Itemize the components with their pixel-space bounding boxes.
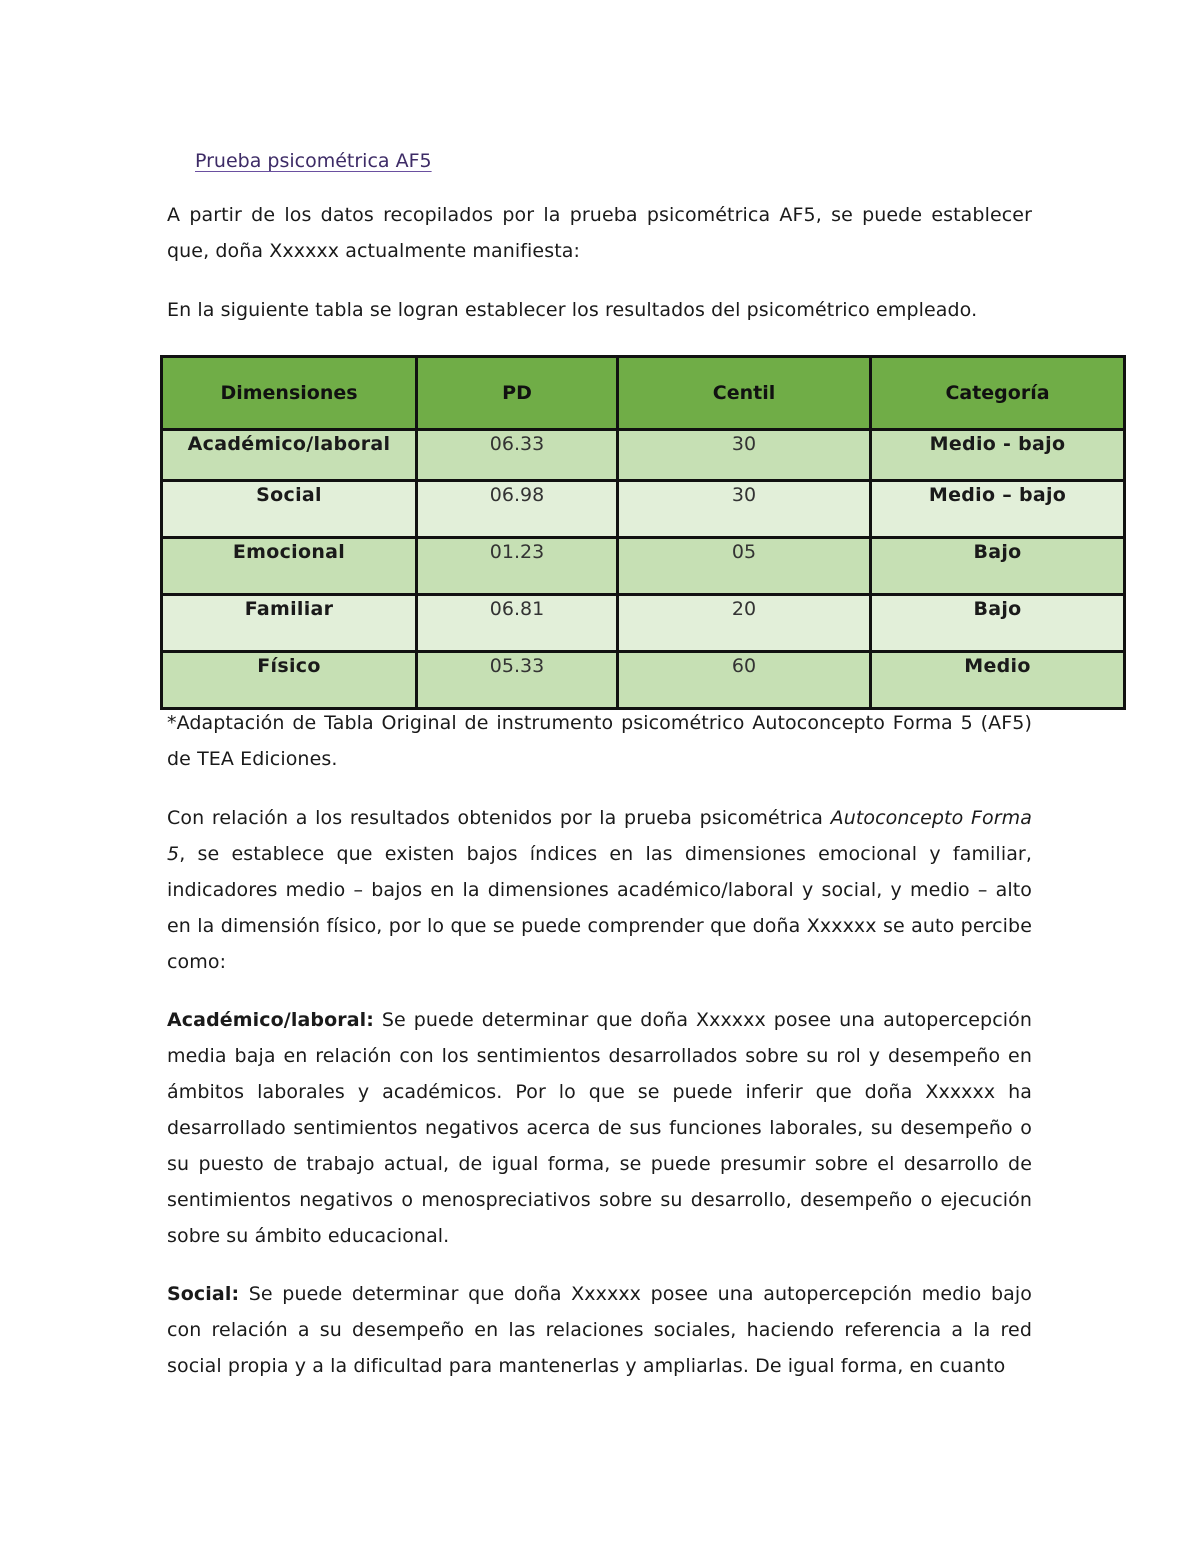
table-row xyxy=(162,594,1125,651)
cell-pd: 06.98 xyxy=(417,480,618,537)
table-intro-paragraph: En la siguiente tabla se logran establecer los resultados del psicométrico empleado. xyxy=(167,299,978,321)
cell-centil: 30 xyxy=(618,430,871,481)
table-row xyxy=(162,430,1125,481)
social-text: Se puede determinar que doña Xxxxxx posee una autopercepción medio bajo con relación a su desempeño en las relaciones sociales, haciendo referencia a la red social propia y a la dificultad para mantenerlas y ampliarlas. De igual forma, en cuanto xyxy=(167,1283,1032,1377)
results-text-before: Con relación a los resultados obtenidos por la prueba psicométrica xyxy=(167,807,831,829)
cell-categoria: Bajo xyxy=(871,594,1125,651)
academic-paragraph xyxy=(167,1002,1032,1254)
results-paragraph xyxy=(167,800,1032,980)
cell-categoria: Medio - bajo xyxy=(871,430,1125,481)
academic-label: Académico/laboral: xyxy=(167,1009,374,1031)
cell-centil: 05 xyxy=(618,537,871,594)
table-header-row xyxy=(162,357,1125,430)
cell-dimension: Social xyxy=(162,480,417,537)
cell-centil: 20 xyxy=(618,594,871,651)
cell-dimension: Académico/laboral xyxy=(162,430,417,481)
cell-dimension: Físico xyxy=(162,651,417,708)
cell-dimension: Familiar xyxy=(162,594,417,651)
results-text-after: , se establece que existen bajos índices en las dimensiones emocional y familiar, indicadores medio – bajos en la dimensiones académico/laboral y social, y medio – alto en la dimensión físico, por lo que se puede comprender que doña Xxxxxx se auto percibe como: xyxy=(167,843,1032,973)
cell-pd: 06.33 xyxy=(417,430,618,481)
cell-categoria: Bajo xyxy=(871,537,1125,594)
social-paragraph xyxy=(167,1276,1032,1384)
cell-categoria: Medio – bajo xyxy=(871,480,1125,537)
intro-paragraph: A partir de los datos recopilados por la prueba psicométrica AF5, se puede establecer que, doña Xxxxxx actualmente manifiesta: xyxy=(167,204,1032,262)
table-row xyxy=(162,537,1125,594)
cell-pd: 05.33 xyxy=(417,651,618,708)
academic-text: Se puede determinar que doña Xxxxxx posee una autopercepción media baja en relación con los sentimientos desarrollados sobre su rol y desempeño en ámbitos laborales y académicos. Por lo que se puede inferir que doña Xxxxxx ha desarrollado sentimientos negativos acerca de sus funciones laborales, su desempeño o su puesto de trabajo actual, de igual forma, se puede presumir sobre el desarrollo de sentimientos negativos o menospreciativos sobre su desarrollo, desempeño o ejecución sobre su ámbito educacional. xyxy=(167,1009,1032,1247)
social-label: Social: xyxy=(167,1283,240,1305)
header-centil: Centil xyxy=(618,357,871,430)
header-dimensiones: Dimensiones xyxy=(162,357,417,430)
header-pd: PD xyxy=(417,357,618,430)
cell-dimension: Emocional xyxy=(162,537,417,594)
table-note: *Adaptación de Tabla Original de instrumento psicométrico Autoconcepto Forma 5 (AF5) de TEA Ediciones. xyxy=(167,712,1032,770)
cell-centil: 30 xyxy=(618,480,871,537)
table-row xyxy=(162,651,1125,708)
section-heading: Prueba psicométrica AF5 xyxy=(195,150,432,172)
cell-categoria: Medio xyxy=(871,651,1125,708)
cell-pd: 01.23 xyxy=(417,537,618,594)
instrument-name: Autoconcepto Forma 5 xyxy=(167,807,1032,865)
cell-centil: 60 xyxy=(618,651,871,708)
cell-pd: 06.81 xyxy=(417,594,618,651)
results-table xyxy=(160,355,1126,710)
table-row xyxy=(162,480,1125,537)
header-categoria: Categoría xyxy=(871,357,1125,430)
